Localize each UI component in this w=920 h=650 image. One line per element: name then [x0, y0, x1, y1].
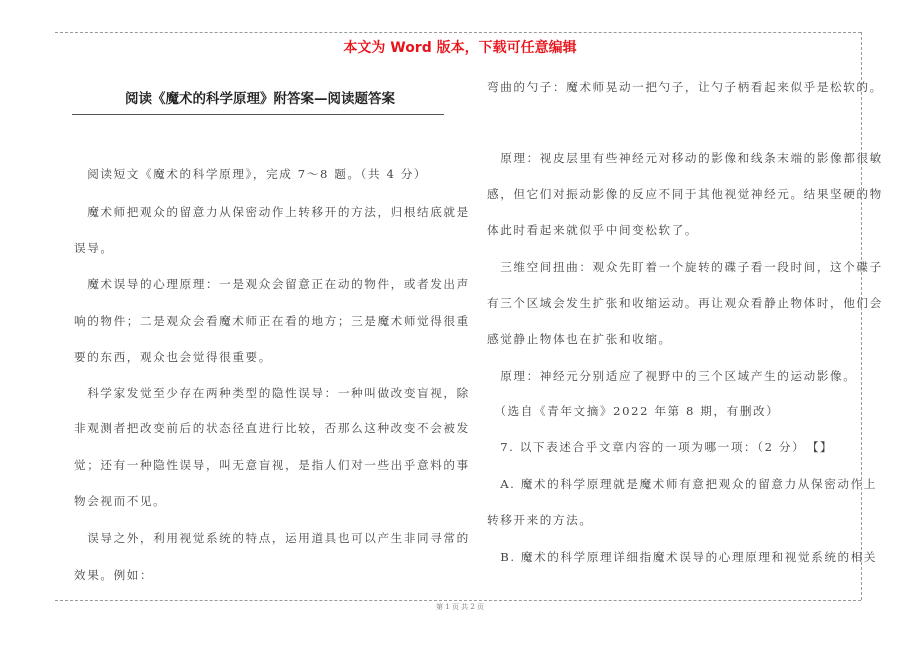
- question-7: 7. 以下表述合乎文章内容的一项为哪一项：（2 分） 【】: [487, 440, 834, 454]
- option-b: B. 魔术的科学原理详细指魔术误导的心理原理和视觉系统的相关: [487, 550, 878, 564]
- title-divider: [72, 114, 444, 115]
- text-line: 魔术师把观众的留意力从保密动作上转移开的方法，归根结底就是: [74, 205, 470, 219]
- text-line: 体此时看起来就似乎中间变松软了。: [487, 223, 699, 237]
- text-line: 误导之外，利用视觉系统的特点，运用道具也可以产生非同寻常的: [74, 531, 470, 545]
- text-line: 三维空间扭曲：观众先盯着一个旋转的碟子看一段时间，这个碟子: [487, 260, 883, 274]
- text-line: 响的物件；二是观众会看魔术师正在看的地方；三是魔术师觉得很重: [74, 314, 470, 328]
- text-line: 要的东西，观众也会觉得很重要。: [74, 350, 272, 364]
- text-line: 物会视而不见。: [74, 494, 167, 508]
- text-line: 原理：神经元分别适应了视野中的三个区域产生的运动影像。: [487, 369, 857, 383]
- source-citation: （选自《青年文摘》2022 年第 8 期，有删改）: [487, 404, 780, 418]
- text-line: 科学家发觉至少存在两种类型的隐性误导：一种叫做改变盲视，除: [74, 386, 470, 400]
- text-line: 原理：视皮层里有些神经元对移动的影像和线条末端的影像都很敏: [487, 151, 883, 165]
- page-number: 第 1 页 共 2 页: [435, 603, 485, 611]
- word-version-banner: 本文为 Word 版本，下载可任意编辑: [343, 40, 577, 56]
- page-border-top: [55, 32, 861, 33]
- text-line: 觉；还有一种隐性误导，叫无意盲视，是指人们对一些出乎意料的事: [74, 458, 470, 472]
- text-line: 感觉静止物体也在扩张和收缩。: [487, 332, 672, 346]
- text-line: 魔术误导的心理原理：一是观众会留意正在动的物件，或者发出声: [74, 277, 470, 291]
- text-line: 弯曲的勺子：魔术师晃动一把勺子，让勺子柄看起来似乎是松软的。: [487, 80, 883, 94]
- option-a: A. 魔术的科学原理就是魔术师有意把观众的留意力从保密动作上: [487, 477, 877, 491]
- text-line: 阅读短文《魔术的科学原理》，完成 7～8 题。（共 4 分）: [74, 167, 428, 181]
- text-line: 感，但它们对振动影像的反应不同于其他视觉神经元。结果坚硬的物: [487, 187, 883, 201]
- document-title: 阅读《魔术的科学原理》附答案—阅读题答案: [125, 91, 395, 107]
- text-line: 误导。: [74, 241, 114, 255]
- page-border-bottom: [55, 600, 861, 601]
- option-a-cont: 转移开来的方法。: [487, 513, 593, 527]
- page-border-right: [861, 32, 862, 600]
- text-line: 非观测者把改变前后的状态径直进行比较，否那么这种改变不会被发: [74, 421, 470, 435]
- text-line: 有三个区域会发生扩张和收缩运动。再让观众看静止物体时，他们会: [487, 296, 883, 310]
- text-line: 效果。例如：: [74, 568, 154, 582]
